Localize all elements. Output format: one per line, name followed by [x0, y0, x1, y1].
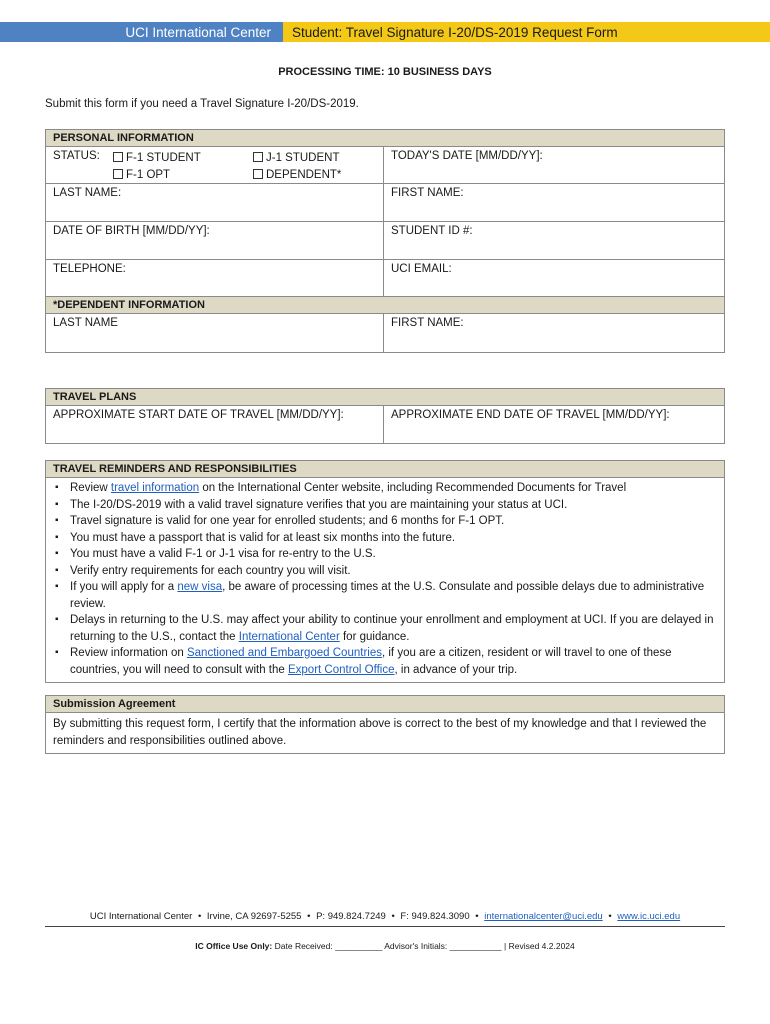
- footer-fax: F: 949.824.3090: [400, 911, 470, 922]
- international-center-link[interactable]: International Center: [238, 630, 340, 643]
- dependent-info-heading: *DEPENDENT INFORMATION: [46, 297, 724, 314]
- list-item: ▪ The I-20/DS-2019 with a valid travel signature verifies that you are maintaining your status at UCI.: [53, 497, 717, 514]
- student-id-field[interactable]: STUDENT ID #:: [391, 225, 473, 237]
- office-use-label: IC Office Use Only:: [195, 941, 273, 951]
- checkbox-icon[interactable]: [253, 152, 263, 162]
- bullet-icon: •: [475, 911, 479, 922]
- new-visa-link[interactable]: new visa: [177, 581, 223, 593]
- travel-start-date-field[interactable]: APPROXIMATE START DATE OF TRAVEL [MM/DD/YY]:: [46, 406, 384, 443]
- travel-dates-row: [46, 406, 724, 443]
- dependent-option[interactable]: [253, 167, 341, 184]
- footer-website-link[interactable]: www.ic.uci.edu: [617, 911, 681, 922]
- j1-student-label: J-1 STUDENT: [266, 152, 340, 164]
- telephone-field[interactable]: TELEPHONE:: [46, 260, 384, 296]
- reminder-text: Review information on: [70, 647, 187, 659]
- list-item: [53, 480, 717, 497]
- reminder-text: , be aware of processing times at the U.S. Consulate and possible delays due to administrative review.: [70, 581, 705, 610]
- dob-row: [46, 222, 724, 260]
- footer-divider: [45, 926, 725, 927]
- footer-phone: P: 949.824.7249: [316, 911, 386, 922]
- bullet-icon: •: [608, 911, 612, 922]
- personal-info-section: [45, 129, 725, 353]
- dependent-last-name-field[interactable]: LAST NAME: [46, 314, 384, 352]
- personal-info-heading: PERSONAL INFORMATION: [46, 130, 724, 147]
- travel-plans-heading: TRAVEL PLANS: [46, 389, 724, 406]
- reminder-text: , in advance of your trip.: [394, 663, 518, 676]
- name-row: [46, 184, 724, 222]
- dependent-label: DEPENDENT*: [266, 169, 342, 181]
- travel-plans-section: [45, 388, 725, 444]
- list-item: ▪ Verify entry requirements for each country you will visit.: [53, 563, 717, 580]
- list-item: ▪ Travel signature is valid for one year for enrolled students; and 6 months for F-1 OPT.: [53, 513, 717, 530]
- reminder-text: Delays in returning to the U.S. may affect your ability to continue your enrollment and employment at UCI. If you are delayed in returning to the U.S., contact the: [70, 614, 714, 643]
- travel-end-date-field[interactable]: APPROXIMATE END DATE OF TRAVEL [MM/DD/YY]:: [391, 409, 670, 421]
- reminders-list: [46, 478, 724, 682]
- agreement-section: [45, 695, 725, 754]
- agreement-text: By submitting this request form, I certify that the information above is correct to the best of my knowledge and that I reviewed the reminders and responsibilities outlined above.: [53, 718, 707, 747]
- contact-row: [46, 260, 724, 297]
- dependent-name-row: [46, 314, 724, 352]
- dependent-first-name-field[interactable]: FIRST NAME:: [391, 317, 464, 329]
- j1-student-option[interactable]: [253, 150, 341, 167]
- agreement-heading: Submission Agreement: [46, 696, 724, 713]
- f1-opt-label: F-1 OPT: [126, 169, 171, 181]
- intro-text: Submit this form if you need a Travel Signature I-20/DS-2019.: [45, 98, 359, 110]
- uci-email-field[interactable]: UCI EMAIL:: [391, 263, 452, 275]
- footer-address: Irvine, CA 92697-5255: [206, 911, 302, 922]
- bullet-icon: •: [197, 911, 202, 922]
- f1-opt-option[interactable]: [113, 167, 253, 184]
- first-name-field[interactable]: FIRST NAME:: [391, 187, 464, 199]
- f1-student-label: F-1 STUDENT: [126, 152, 201, 164]
- list-item: ▪ You must have a valid F-1 or J-1 visa for re-entry to the U.S.: [53, 546, 717, 563]
- footer-email-link[interactable]: internationalcenter@uci.edu: [484, 911, 603, 922]
- status-label: STATUS:: [53, 150, 100, 162]
- list-item: [53, 579, 717, 612]
- header-banner: [0, 22, 770, 42]
- reminder-text: for guidance.: [339, 630, 410, 643]
- reminders-heading: TRAVEL REMINDERS AND RESPONSIBILITIES: [46, 461, 724, 478]
- sanctioned-countries-link[interactable]: Sanctioned and Embargoed Countries: [186, 647, 382, 659]
- checkbox-icon[interactable]: [113, 169, 123, 179]
- banner-org: UCI International Center: [0, 22, 283, 42]
- travel-information-link[interactable]: travel information: [110, 482, 200, 494]
- list-item: [53, 612, 717, 645]
- office-use-text: Date Received: __________ Advisor's Initials: ___________ | Revised 4.2.2024: [274, 941, 575, 951]
- footer-contact: [45, 911, 725, 922]
- reminder-text: Review: [70, 482, 111, 494]
- last-name-field[interactable]: LAST NAME:: [46, 184, 384, 221]
- status-row: [46, 147, 724, 184]
- dob-field[interactable]: DATE OF BIRTH [MM/DD/YY]:: [46, 222, 384, 259]
- office-use-line: [0, 941, 770, 951]
- checkbox-icon[interactable]: [253, 169, 263, 179]
- f1-student-option[interactable]: [113, 150, 253, 167]
- banner-form-title: Student: Travel Signature I-20/DS-2019 Request Form: [283, 22, 770, 42]
- reminder-text: If you will apply for a: [70, 581, 178, 593]
- reminder-text: , if you are a citizen, resident or will travel to one of these countries, you will need to consult with the: [70, 647, 672, 676]
- processing-time: PROCESSING TIME: 10 BUSINESS DAYS: [278, 66, 492, 78]
- checkbox-icon[interactable]: [113, 152, 123, 162]
- todays-date-field[interactable]: TODAY'S DATE [MM/DD/YY]:: [391, 150, 543, 162]
- footer-org: UCI International Center: [89, 911, 193, 922]
- list-item: [53, 645, 717, 678]
- reminder-text: on the International Center website, including Recommended Documents for Travel: [199, 482, 627, 494]
- export-control-link[interactable]: Export Control Office: [287, 663, 395, 676]
- list-item: ▪ You must have a passport that is valid for at least six months into the future.: [53, 530, 717, 547]
- status-cell: [46, 147, 384, 183]
- reminders-section: [45, 460, 725, 683]
- bullet-icon: •: [307, 911, 311, 922]
- bullet-icon: •: [391, 911, 395, 922]
